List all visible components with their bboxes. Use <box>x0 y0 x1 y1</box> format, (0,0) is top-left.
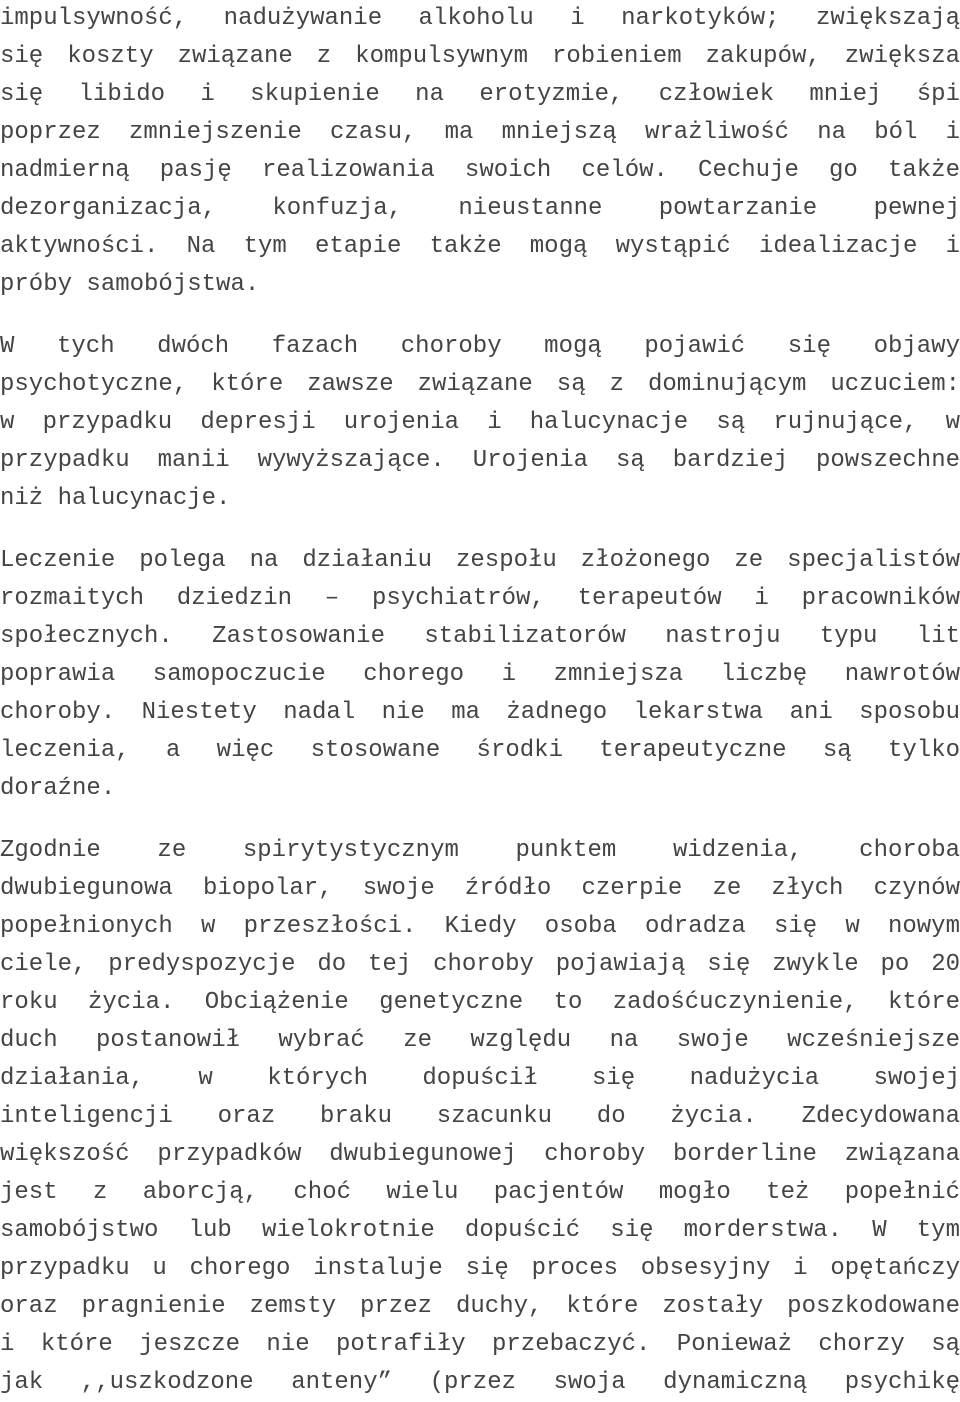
text-line: impulsywność, nadużywanie alkoholu i narkotyków; zwiększają <box>0 5 960 32</box>
text-line: popełnionych w przeszłości. Kiedy osoba odradza się w nowym <box>0 913 960 940</box>
text-line: doraźne. <box>0 775 116 802</box>
paragraph-1 <box>0 0 960 304</box>
paragraph-spacer <box>0 518 960 542</box>
text-line: dezorganizacja, konfuzja, nieustanne powtarzanie pewnej <box>0 195 960 222</box>
text-line: jak ,,uszkodzone anteny” (przez swoja dynamiczną psychikę <box>0 1369 960 1396</box>
text-line: W tych dwóch fazach choroby mogą pojawić się objawy <box>0 333 960 360</box>
text-line: inteligencji oraz braku szacunku do życia. Zdecydowana <box>0 1103 960 1130</box>
paragraph-3 <box>0 542 960 808</box>
text-line: przypadku u chorego instaluje się proces obsesyjny i opętańczy <box>0 1255 960 1282</box>
text-line: poprawia samopoczucie chorego i zmniejsza liczbę nawrotów <box>0 661 960 688</box>
text-line: choroby. Niestety nadal nie ma żadnego lekarstwa ani sposobu <box>0 699 960 726</box>
text-line: działania, w których dopuścił się nadużycia swojej <box>0 1065 960 1092</box>
text-line: rozmaitych dziedzin – psychiatrów, terapeutów i pracowników <box>0 585 960 612</box>
paragraph-spacer <box>0 304 960 328</box>
paragraph-4 <box>0 832 960 1402</box>
text-line: oraz pragnienie zemsty przez duchy, które zostały poszkodowane <box>0 1293 960 1320</box>
text-line: Zgodnie ze spirytystycznym punktem widzenia, choroba <box>0 837 960 864</box>
text-line: się koszty związane z kompulsywnym robieniem zakupów, zwiększa <box>0 43 960 70</box>
text-line: leczenia, a więc stosowane środki terapeutyczne są tylko <box>0 737 960 764</box>
text-line: większość przypadków dwubiegunowej choroby borderline związana <box>0 1141 960 1168</box>
paragraph-spacer <box>0 808 960 832</box>
text-line: roku życia. Obciążenie genetyczne to zadośćuczynienie, które <box>0 989 960 1016</box>
text-line: aktywności. Na tym etapie także mogą wystąpić idealizacje i <box>0 233 960 260</box>
paragraph-2 <box>0 328 960 518</box>
text-line: duch postanowił wybrać ze względu na swoje wcześniejsze <box>0 1027 960 1054</box>
text-line: niż halucynacje. <box>0 485 231 512</box>
text-line: psychotyczne, które zawsze związane są z dominującym uczuciem: <box>0 371 960 398</box>
text-line: społecznych. Zastosowanie stabilizatorów nastroju typu lit <box>0 623 960 650</box>
text-line: jest z aborcją, choć wielu pacjentów mogło też popełnić <box>0 1179 960 1206</box>
text-line: próby samobójstwa. <box>0 271 260 298</box>
text-line: i które jeszcze nie potrafiły przebaczyć. Ponieważ chorzy są <box>0 1331 960 1358</box>
text-line: samobójstwo lub wielokrotnie dopuścić się morderstwa. W tym <box>0 1217 960 1244</box>
text-line: w przypadku depresji urojenia i halucynacje są rujnujące, w <box>0 409 960 436</box>
text-line: ciele, predyspozycje do tej choroby pojawiają się zwykle po 20 <box>0 951 960 978</box>
text-line: przypadku manii wywyższające. Urojenia są bardziej powszechne <box>0 447 960 474</box>
text-line: dwubiegunowa biopolar, swoje źródło czerpie ze złych czynów <box>0 875 960 902</box>
text-line: się libido i skupienie na erotyzmie, człowiek mniej śpi <box>0 81 960 108</box>
text-line: nadmierną pasję realizowania swoich celów. Cechuje go także <box>0 157 960 184</box>
text-line: poprzez zmniejszenie czasu, ma mniejszą wrażliwość na ból i <box>0 119 960 146</box>
text-line: Leczenie polega na działaniu zespołu złożonego ze specjalistów <box>0 547 960 574</box>
